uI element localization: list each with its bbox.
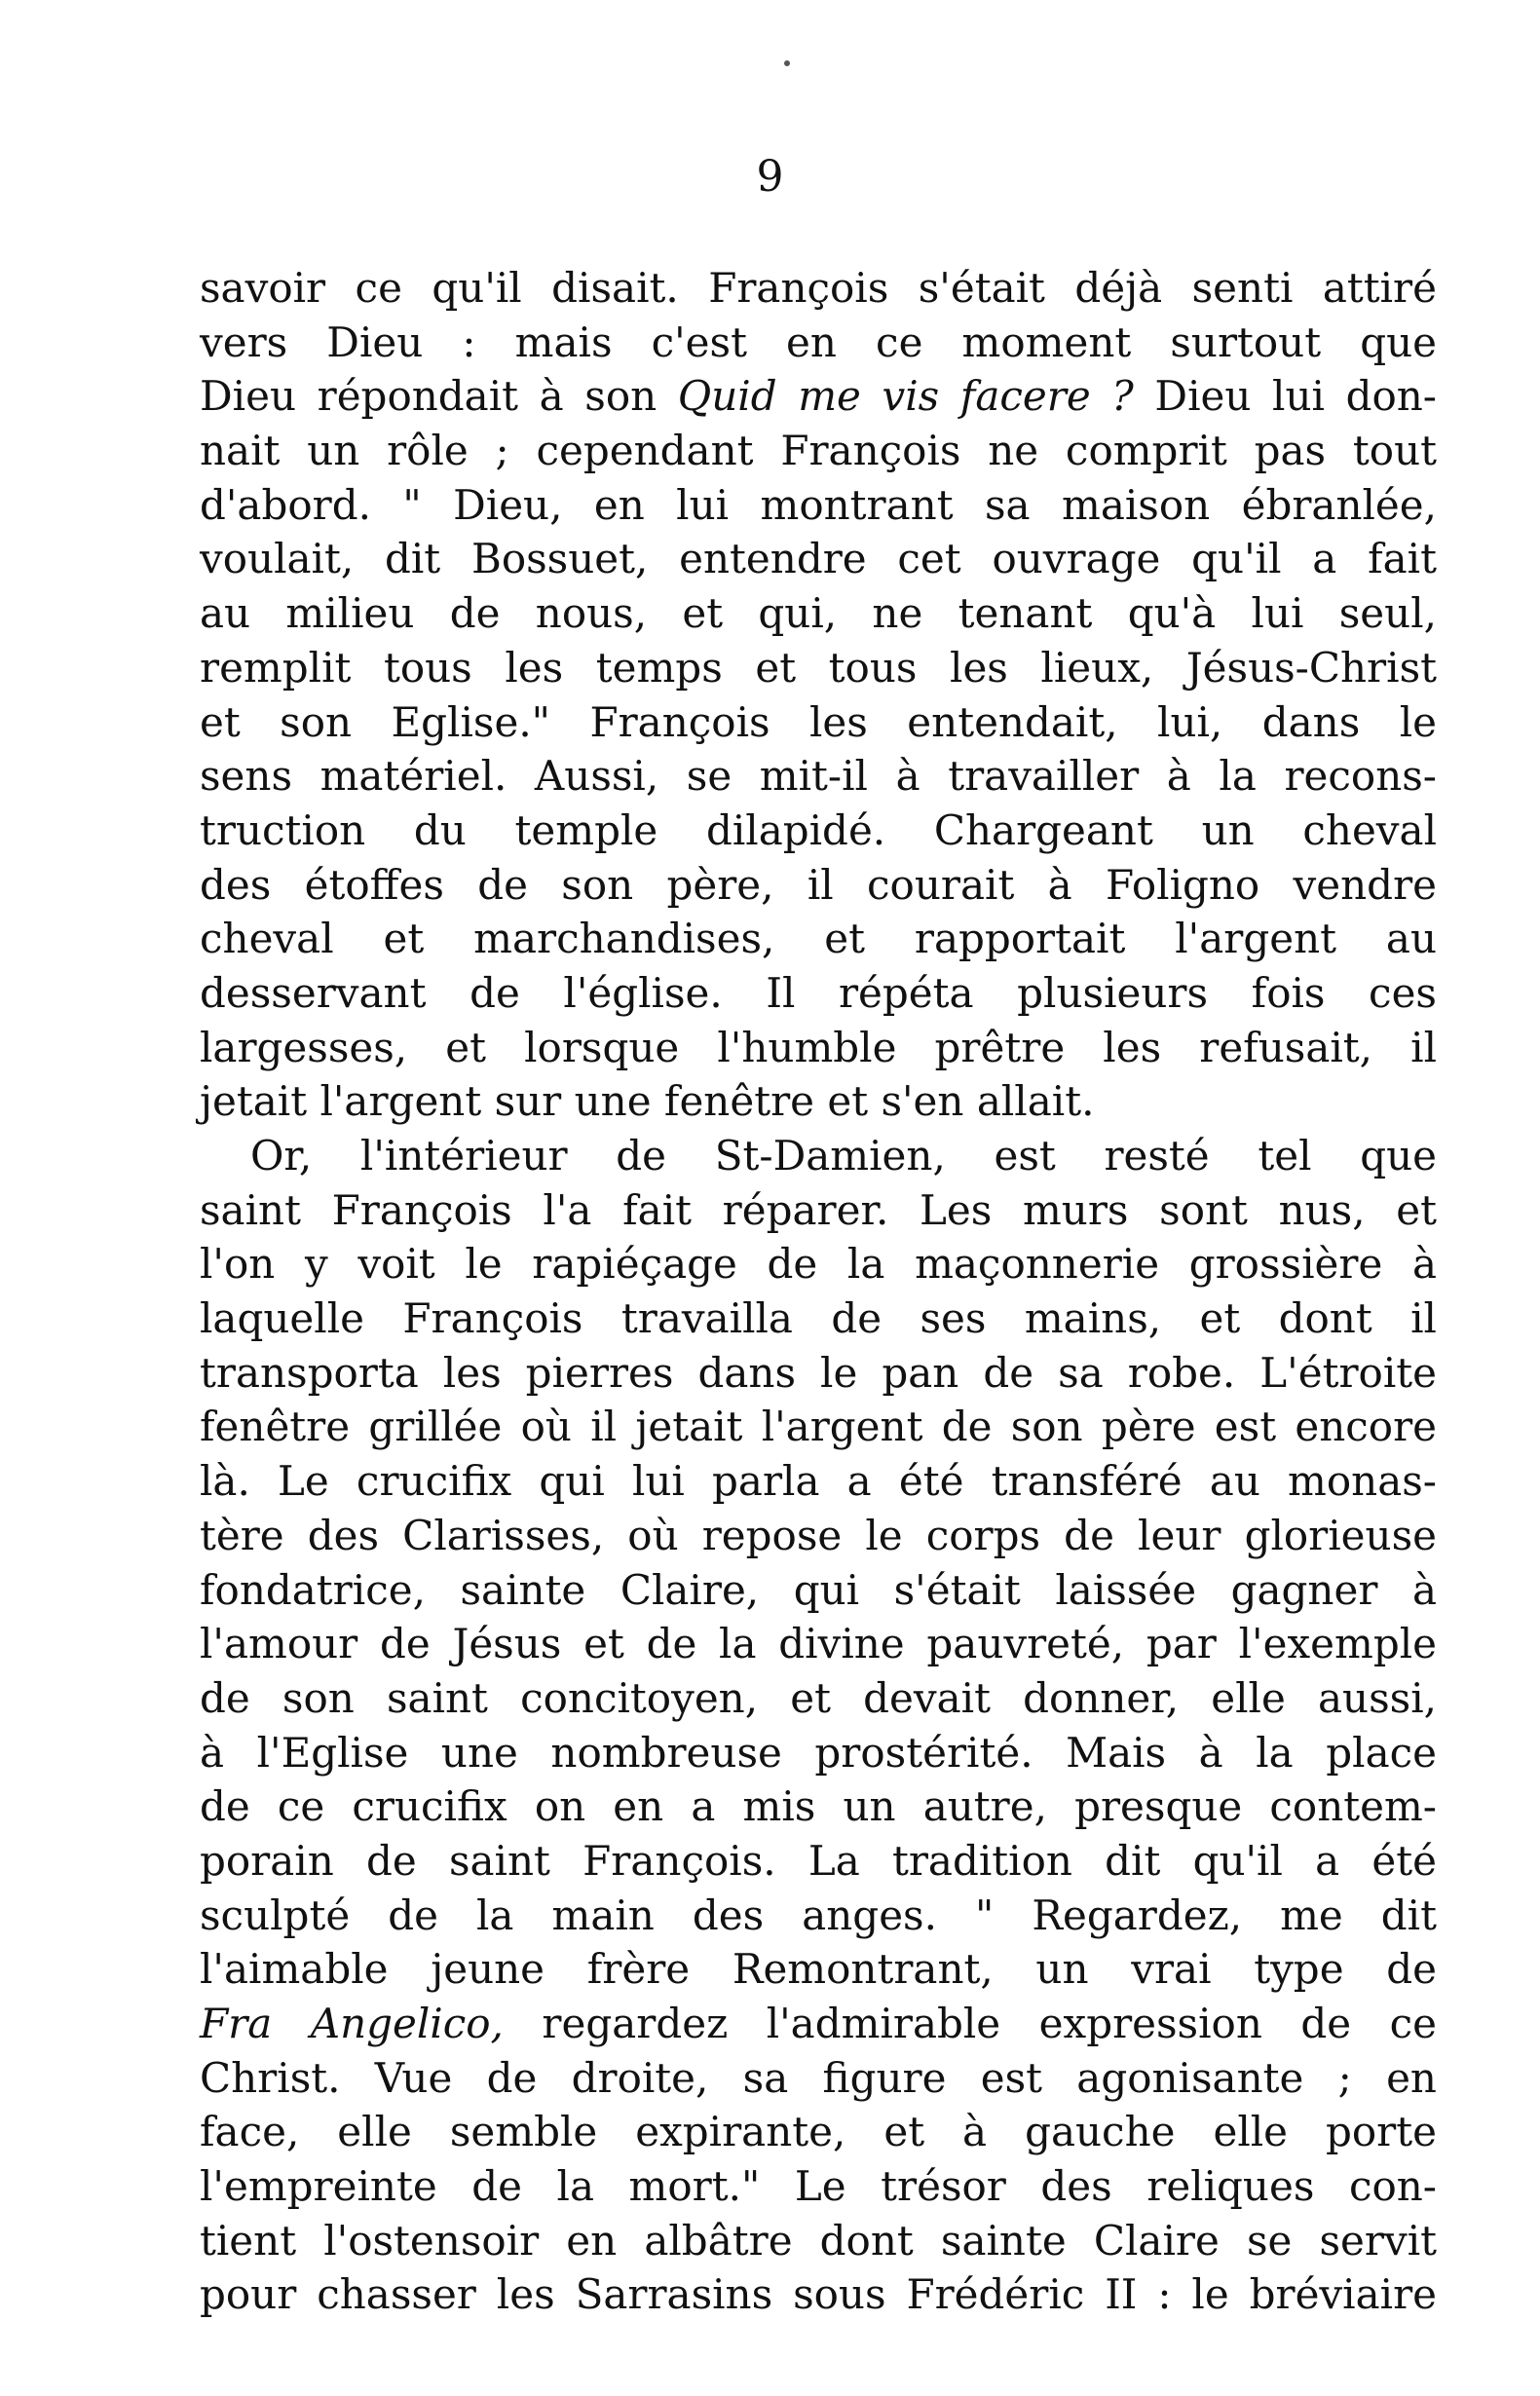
text-line: desservant de l'église. Il répéta plusieurs fois ces (200, 968, 1437, 1017)
text-line: fenêtre grillée où il jetait l'argent de son père est encore (200, 1403, 1437, 1451)
text-line: d'abord. " Dieu, en lui montrant sa maison ébranlée, (200, 480, 1437, 529)
text-line: pour chasser les Sarrasins sous Frédéric II : le bréviaire (200, 2270, 1437, 2319)
text-line (200, 369, 1437, 424)
text-line: face, elle semble expirante, et à gauche elle porte (200, 2108, 1437, 2156)
text-line: nait un rôle ; cependant François ne comprit pas tout (200, 427, 1437, 475)
text-segment: Dieu lui don- (1133, 372, 1437, 421)
text-line: savoir ce qu'il disait. François s'était déjà senti attiré (200, 264, 1437, 312)
text-line: largesses, et lorsque l'humble prêtre les refusait, il (200, 1023, 1437, 1071)
text-line: sculpté de la main des anges. " Regardez, me dit (200, 1891, 1437, 1939)
text-line: de son saint concitoyen, et devait donner, elle aussi, (200, 1673, 1437, 1722)
text-line: à l'Eglise une nombreuse prostérité. Mais à la place (200, 1728, 1437, 1777)
text-line: Or, l'intérieur de St-Damien, est resté tel que (250, 1132, 1437, 1179)
text-line: laquelle François travailla de ses mains, et dont il (200, 1294, 1437, 1343)
body-text (200, 261, 1437, 2322)
text-line: tient l'ostensoir en albâtre dont sainte Claire se servit (200, 2216, 1437, 2265)
text-line: remplit tous les temps et tous les lieux, Jésus-Christ (200, 643, 1437, 692)
text-line: saint François l'a fait réparer. Les murs sont nus, et (200, 1185, 1437, 1234)
text-line: des étoffes de son père, il courait à Foligno vendre (200, 860, 1437, 909)
text-line: l'empreinte de la mort." Le trésor des reliques con- (200, 2162, 1437, 2211)
text-line: Christ. Vue de droite, sa figure est agonisante ; en (200, 2053, 1437, 2102)
text-line: transporta les pierres dans le pan de sa robe. L'étroite (200, 1348, 1437, 1397)
text-line (200, 1997, 1437, 2051)
text-line: l'on y voit le rapiéçage de la maçonnerie grossière à (200, 1240, 1437, 1289)
text-segment: Dieu répondait à son (200, 372, 678, 421)
ink-speck (784, 60, 790, 66)
text-line: l'aimable jeune frère Remontrant, un vrai type de (200, 1945, 1437, 1994)
text-line: truction du temple dilapidé. Chargeant un cheval (200, 805, 1437, 854)
text-line: au milieu de nous, et qui, ne tenant qu'à lui seul, (200, 589, 1437, 638)
text-line: porain de saint François. La tradition dit qu'il a été (200, 1836, 1437, 1885)
text-line: vers Dieu : mais c'est en ce moment surtout que (200, 318, 1437, 366)
text-line: l'amour de Jésus et de la divine pauvreté, par l'exemple (200, 1620, 1437, 1668)
latin-quote: Quid me vis facere ? (677, 372, 1134, 421)
text-line: voulait, dit Bossuet, entendre cet ouvrage qu'il a fait (200, 535, 1437, 583)
text-line: et son Eglise." François les entendait, lui, dans le (200, 697, 1437, 746)
text-line: sens matériel. Aussi, se mit-il à travailler à la recons- (200, 752, 1437, 801)
text-segment: regardez l'admirable expression de ce (503, 2000, 1437, 2047)
page-number: 9 (756, 152, 784, 202)
painter-name: Fra Angelico, (200, 2000, 504, 2047)
text-line: cheval et marchandises, et rapportait l'argent au (200, 915, 1437, 963)
text-line: fondatrice, sainte Claire, qui s'était laissée gagner à (200, 1565, 1437, 1614)
text-line: là. Le crucifix qui lui parla a été transféré au monas- (200, 1457, 1437, 1506)
text-line: tère des Clarisses, où repose le corps de leur glorieuse (200, 1511, 1437, 1559)
text-line: jetait l'argent sur une fenêtre et s'en allait. (200, 1077, 1095, 1126)
text-line: de ce crucifix on en a mis un autre, presque contem- (200, 1782, 1437, 1831)
